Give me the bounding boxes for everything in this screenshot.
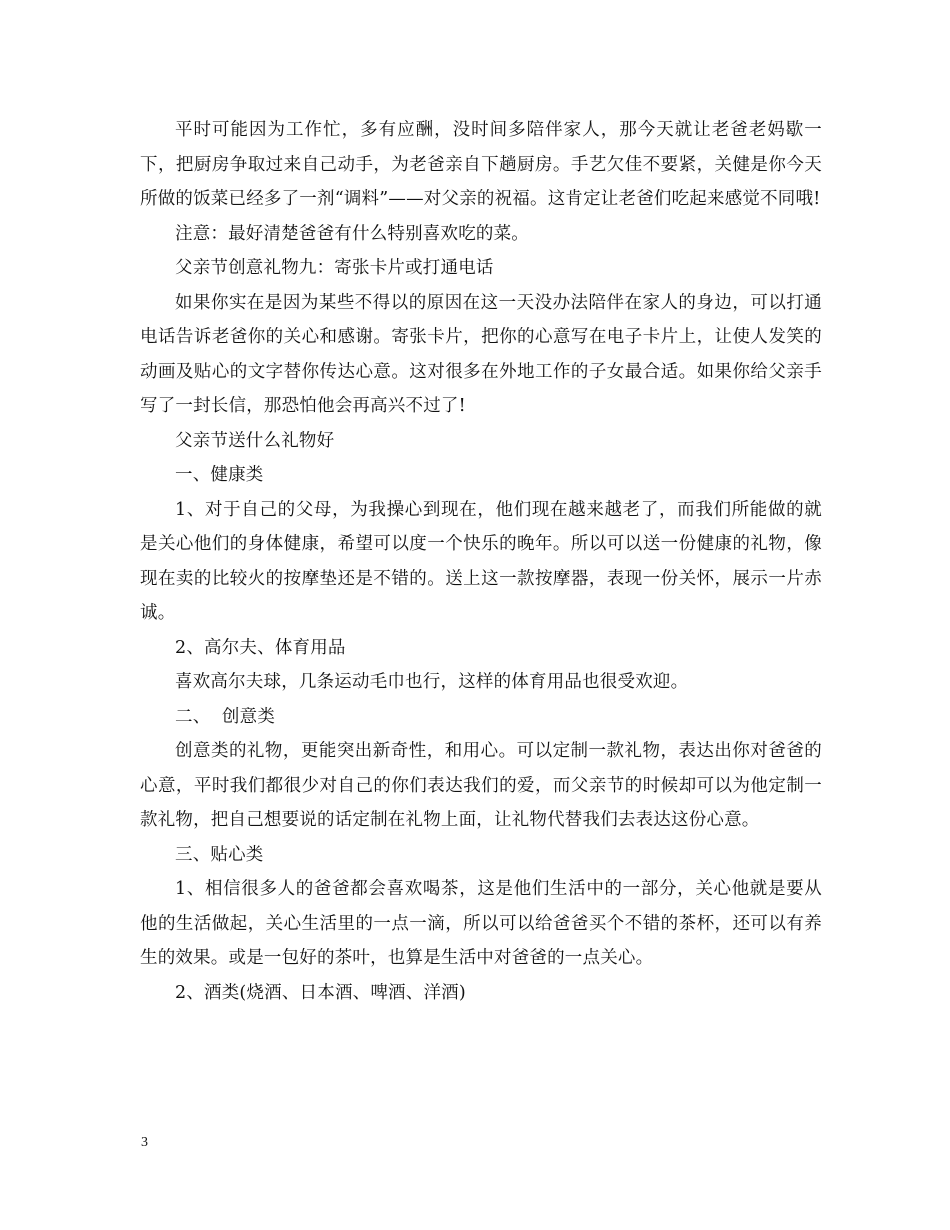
document-body	[140, 113, 822, 1010]
paragraph-card-call: 如果你实在是因为某些不得以的原因在这一天没办法陪伴在家人的身边，可以打通电话告诉老爸你的关心和感谢。寄张卡片，把你的心意写在电子卡片上，让使人发笑的动画及贴心的文字替你传达心意。这对很多在外地工作的子女最合适。如果你给父亲手写了一封长信，那恐怕他会再高兴不过了!	[140, 292, 822, 416]
heading-golf: 2、高尔夫、体育用品	[175, 637, 346, 658]
paragraph-health-1: 1、对于自己的父母，为我操心到现在，他们现在越来越老了，而我们所能做的就是关心他们的身体健康，希望可以度一个快乐的晚年。所以可以送一份健康的礼物，像现在卖的比较火的按摩垫还是不错的。送上这一款按摩器，表现一份关怀，展示一片赤诚。	[140, 499, 822, 623]
paragraph-tea: 1、相信很多人的爸爸都会喜欢喝茶，这是他们生活中的一部分，关心他就是要从他的生活做起，关心生活里的一点一滴，所以可以给爸爸买个不错的茶杯，还可以有养生的效果。或是一包好的茶叶，也算是生活中对爸爸的一点关心。	[140, 879, 822, 968]
paragraph-cooking: 平时可能因为工作忙，多有应酬，没时间多陪伴家人，那今天就让老爸老妈歇一下，把厨房争取过来自己动手，为老爸亲自下趟厨房。手艺欠佳不要紧，关健是你今天所做的饭菜已经多了一剂“调料”——对父亲的祝福。这肯定让老爸们吃起来感觉不同哦!	[140, 120, 822, 209]
paragraph-creative: 创意类的礼物，更能突出新奇性，和用心。可以定制一款礼物，表达出你对爸爸的心意，平时我们都很少对自己的你们表达我们的爱，而父亲节的时候却可以为他定制一款礼物，把自己想要说的话定制在礼物上面，让礼物代替我们去表达这份心意。	[140, 741, 822, 830]
heading-health: 一、健康类	[175, 465, 264, 485]
heading-what-gift: 父亲节送什么礼物好	[175, 430, 335, 451]
heading-gift-nine: 父亲节创意礼物九：寄张卡片或打通电话	[175, 258, 494, 278]
heading-creative: 二、 创意类	[175, 706, 276, 727]
heading-wine: 2、酒类(烧酒、日本酒、啤酒、洋酒)	[175, 982, 466, 1003]
paragraph-note: 注意：最好清楚爸爸有什么特别喜欢吃的菜。	[175, 223, 529, 244]
paragraph-golf: 喜欢高尔夫球，几条运动毛巾也行，这样的体育用品也很受欢迎。	[175, 672, 689, 692]
heading-caring: 三、贴心类	[175, 844, 264, 865]
page-number: 3	[141, 1135, 148, 1150]
